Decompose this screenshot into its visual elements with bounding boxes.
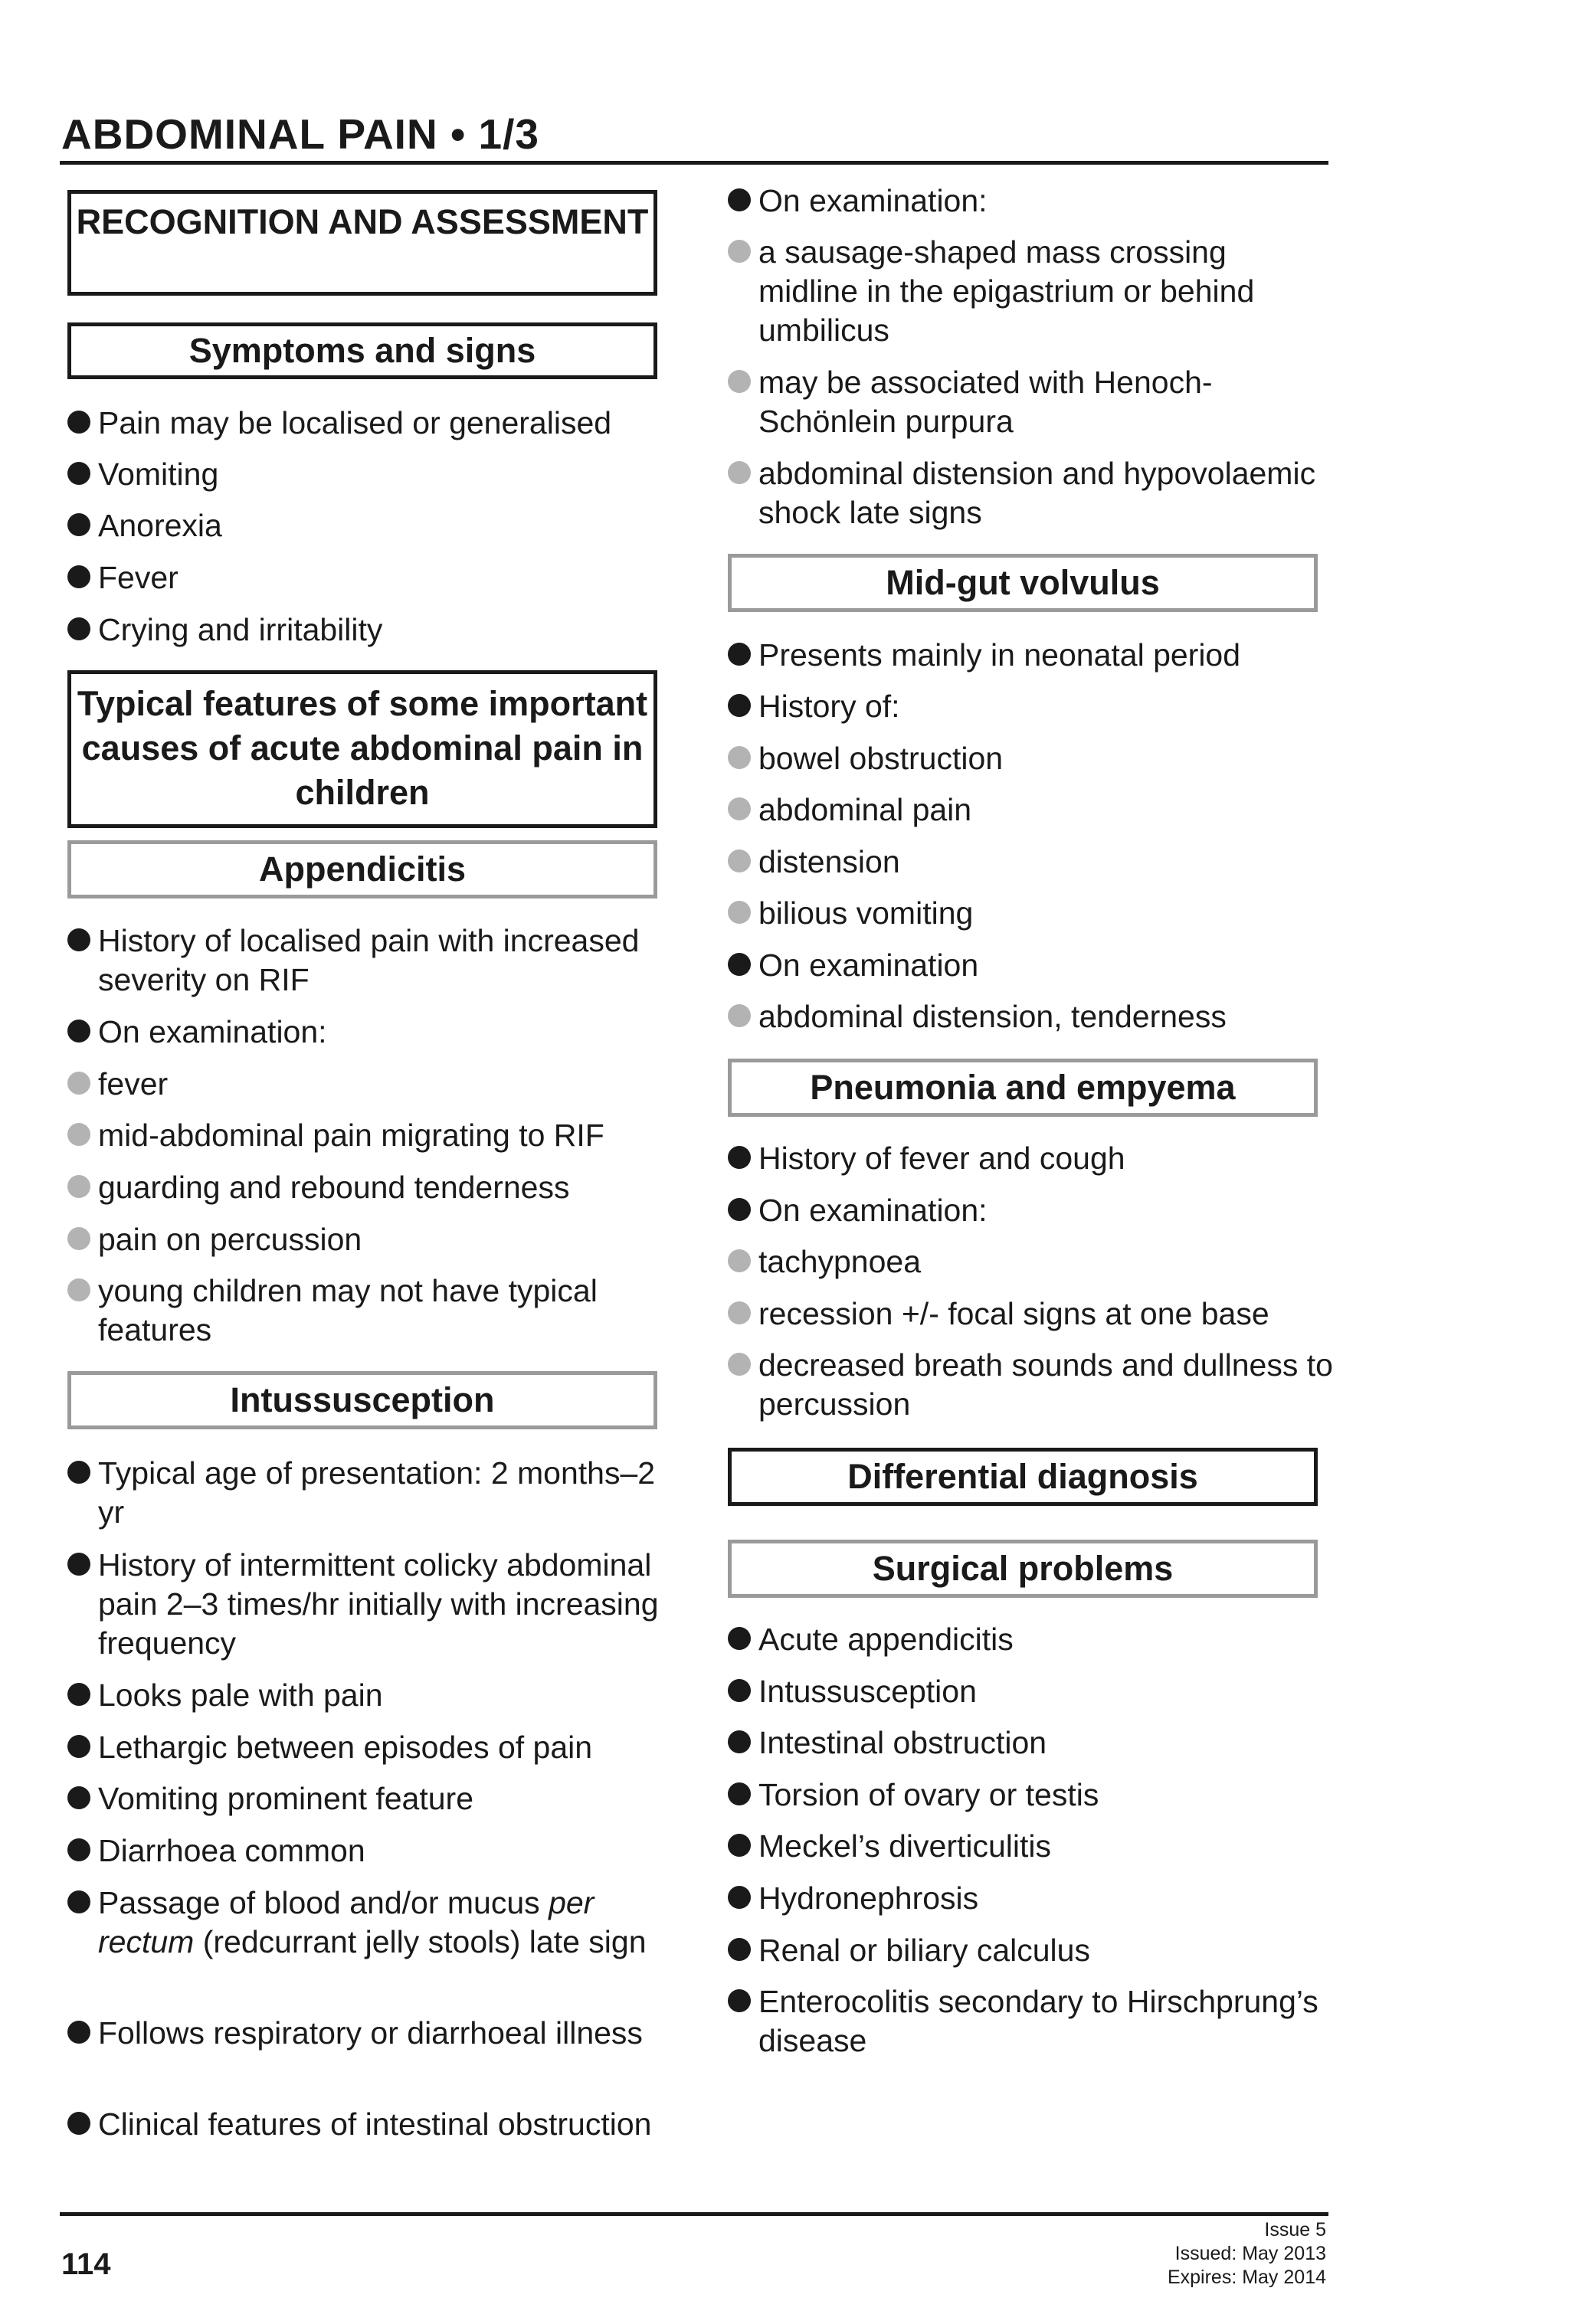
surgical-item: Hydronephrosis — [728, 1879, 1333, 1918]
intussusception-heading: Intussusception — [230, 1380, 495, 1419]
bullet-icon — [728, 1146, 751, 1169]
bullet-icon — [728, 1627, 751, 1650]
surgical-item: Torsion of ovary or testis — [728, 1776, 1333, 1815]
appendicitis-subitem: young children may not have typical features — [67, 1272, 673, 1350]
recognition-heading-box — [67, 190, 657, 296]
pneumonia-heading-box — [728, 1059, 1318, 1117]
surgical-item: Enterocolitis secondary to Hirschprung’s disease — [728, 1982, 1333, 2061]
surgical-item: Acute appendicitis — [728, 1620, 1333, 1659]
symptom-item: Vomiting — [67, 455, 673, 494]
bullet-icon — [728, 1353, 751, 1376]
bullet-icon — [67, 1461, 90, 1484]
pneumonia-heading: Pneumonia and empyema — [810, 1068, 1236, 1107]
bullet-icon — [67, 1020, 90, 1043]
bullet-icon — [67, 1278, 90, 1301]
symptoms-heading-box — [67, 322, 657, 379]
bullet-icon — [728, 901, 751, 924]
bullet-icon — [728, 797, 751, 820]
intussusception-item: Typical age of presentation: 2 months–2 yr — [67, 1454, 673, 1532]
bullet-icon — [67, 928, 90, 951]
bullet-icon — [67, 1786, 90, 1809]
bullet-icon — [728, 1989, 751, 2012]
surgical-item: Intestinal obstruction — [728, 1723, 1333, 1763]
intussusception-item: Diarrhoea common — [67, 1831, 673, 1871]
bullet-icon — [728, 370, 751, 393]
intussusception-item: Lethargic between episodes of pain — [67, 1728, 673, 1767]
bullet-icon — [728, 953, 751, 976]
midgut-heading: Mid-gut volvulus — [886, 563, 1160, 602]
bullet-icon — [67, 2021, 90, 2044]
bullet-icon — [728, 1834, 751, 1857]
bullet-icon — [67, 1123, 90, 1146]
bullet-icon — [728, 1782, 751, 1805]
midgut-subitem: distension — [728, 843, 1333, 882]
midgut-item: Presents mainly in neonatal period — [728, 636, 1333, 675]
intussusception-item: Looks pale with pain — [67, 1676, 673, 1715]
bullet-icon — [728, 1198, 751, 1221]
bullet-icon — [728, 240, 751, 263]
bullet-icon — [728, 1249, 751, 1272]
appendicitis-subitem: pain on percussion — [67, 1220, 673, 1259]
midgut-subitem: bowel obstruction — [728, 739, 1333, 778]
bullet-icon — [728, 643, 751, 666]
issue-number: Issue 5 — [1264, 2219, 1326, 2241]
bullet-icon — [728, 461, 751, 484]
appendicitis-heading: Appendicitis — [258, 849, 467, 889]
pneumonia-item: History of fever and cough — [728, 1139, 1333, 1178]
intussusception-item: Follows respiratory or diarrhoeal illness — [67, 2014, 673, 2053]
midgut-item: History of: — [728, 687, 1333, 726]
midgut-subitem: abdominal distension, tenderness — [728, 997, 1333, 1036]
top-divider — [60, 161, 1328, 165]
appendicitis-heading-box — [67, 840, 657, 899]
bullet-icon — [67, 513, 90, 536]
appendicitis-item: History of localised pain with increased severity on RIF — [67, 921, 673, 1000]
bullet-icon — [67, 565, 90, 588]
bullet-icon — [728, 1679, 751, 1702]
issue-info — [1168, 2218, 1326, 2290]
intussusception-exam-item: On examination: — [728, 182, 1333, 221]
bullet-icon — [728, 188, 751, 211]
bullet-icon — [67, 1683, 90, 1706]
bullet-icon — [728, 1730, 751, 1753]
intussusception-item: History of intermittent colicky abdominal pain 2–3 times/hr initially with increasing frequency — [67, 1546, 673, 1663]
surgical-heading-box — [728, 1540, 1318, 1598]
pneumonia-subitem: decreased breath sounds and dullness to percussion — [728, 1346, 1333, 1424]
expiry-date: Expires: May 2014 — [1167, 2267, 1326, 2288]
surgical-item: Meckel’s diverticulitis — [728, 1827, 1333, 1866]
issued-date: Issued: May 2013 — [1174, 2243, 1326, 2264]
intussusception-item: Passage of blood and/or mucus per rectum (redcurrant jelly stools) late sign — [67, 1884, 673, 1962]
bullet-icon — [728, 1301, 751, 1324]
bullet-icon — [67, 411, 90, 434]
symptoms-heading: Symptoms and signs — [188, 331, 536, 370]
surgical-heading: Surgical problems — [872, 1549, 1174, 1588]
bullet-icon — [728, 1886, 751, 1909]
intussusception-item: Vomiting prominent feature — [67, 1779, 673, 1818]
symptom-item: Crying and irritability — [67, 610, 673, 650]
bullet-icon — [67, 1072, 90, 1095]
symptom-item: Pain may be localised or generalised — [67, 404, 673, 443]
bullet-icon — [728, 694, 751, 717]
pneumonia-subitem: recession +/- focal signs at one base — [728, 1295, 1333, 1334]
bullet-icon — [67, 1553, 90, 1576]
bullet-icon — [67, 1838, 90, 1861]
bullet-icon — [728, 849, 751, 872]
midgut-subitem: bilious vomiting — [728, 894, 1333, 933]
intussusception-item: Clinical features of intestinal obstruction — [67, 2105, 673, 2144]
pneumonia-subitem: tachypnoea — [728, 1242, 1333, 1281]
page-title: ABDOMINAL PAIN • 1/3 — [61, 110, 539, 158]
typical-features-heading-box — [67, 670, 657, 828]
surgical-item: Renal or biliary calculus — [728, 1931, 1333, 1970]
bullet-icon — [67, 1175, 90, 1198]
symptom-item: Fever — [67, 558, 673, 597]
intussusception-heading-box — [67, 1371, 657, 1429]
midgut-item: On examination — [728, 946, 1333, 985]
bullet-icon — [728, 1938, 751, 1961]
bullet-icon — [67, 462, 90, 485]
intussusception-exam-subitem: abdominal distension and hypovolaemic shock late signs — [728, 454, 1333, 532]
appendicitis-subitem: mid-abdominal pain migrating to RIF — [67, 1116, 673, 1155]
page-number: 114 — [61, 2247, 111, 2281]
pneumonia-item: On examination: — [728, 1191, 1333, 1230]
bullet-icon — [67, 1890, 90, 1913]
recognition-heading: RECOGNITION AND ASSESSMENT — [76, 202, 649, 241]
surgical-item: Intussusception — [728, 1672, 1333, 1711]
bullet-icon — [67, 617, 90, 640]
bullet-icon — [728, 746, 751, 769]
intussusception-exam-subitem: a sausage-shaped mass crossing midline in the epigastrium or behind umbilicus — [728, 233, 1333, 350]
differential-heading-box — [728, 1448, 1318, 1506]
typical-features-heading: Typical features of some important causes of acute abdominal pain in children — [77, 684, 648, 812]
differential-heading: Differential diagnosis — [847, 1457, 1198, 1496]
appendicitis-subitem: guarding and rebound tenderness — [67, 1168, 673, 1207]
bullet-icon — [67, 1227, 90, 1250]
appendicitis-subitem: fever — [67, 1065, 673, 1104]
bottom-divider — [60, 2212, 1328, 2216]
appendicitis-item: On examination: — [67, 1013, 673, 1052]
midgut-heading-box — [728, 554, 1318, 612]
midgut-subitem: abdominal pain — [728, 790, 1333, 830]
bullet-icon — [728, 1004, 751, 1027]
intussusception-exam-subitem: may be associated with Henoch-Schönlein purpura — [728, 363, 1333, 441]
symptom-item: Anorexia — [67, 506, 673, 545]
bullet-icon — [67, 1735, 90, 1758]
bullet-icon — [67, 2112, 90, 2135]
